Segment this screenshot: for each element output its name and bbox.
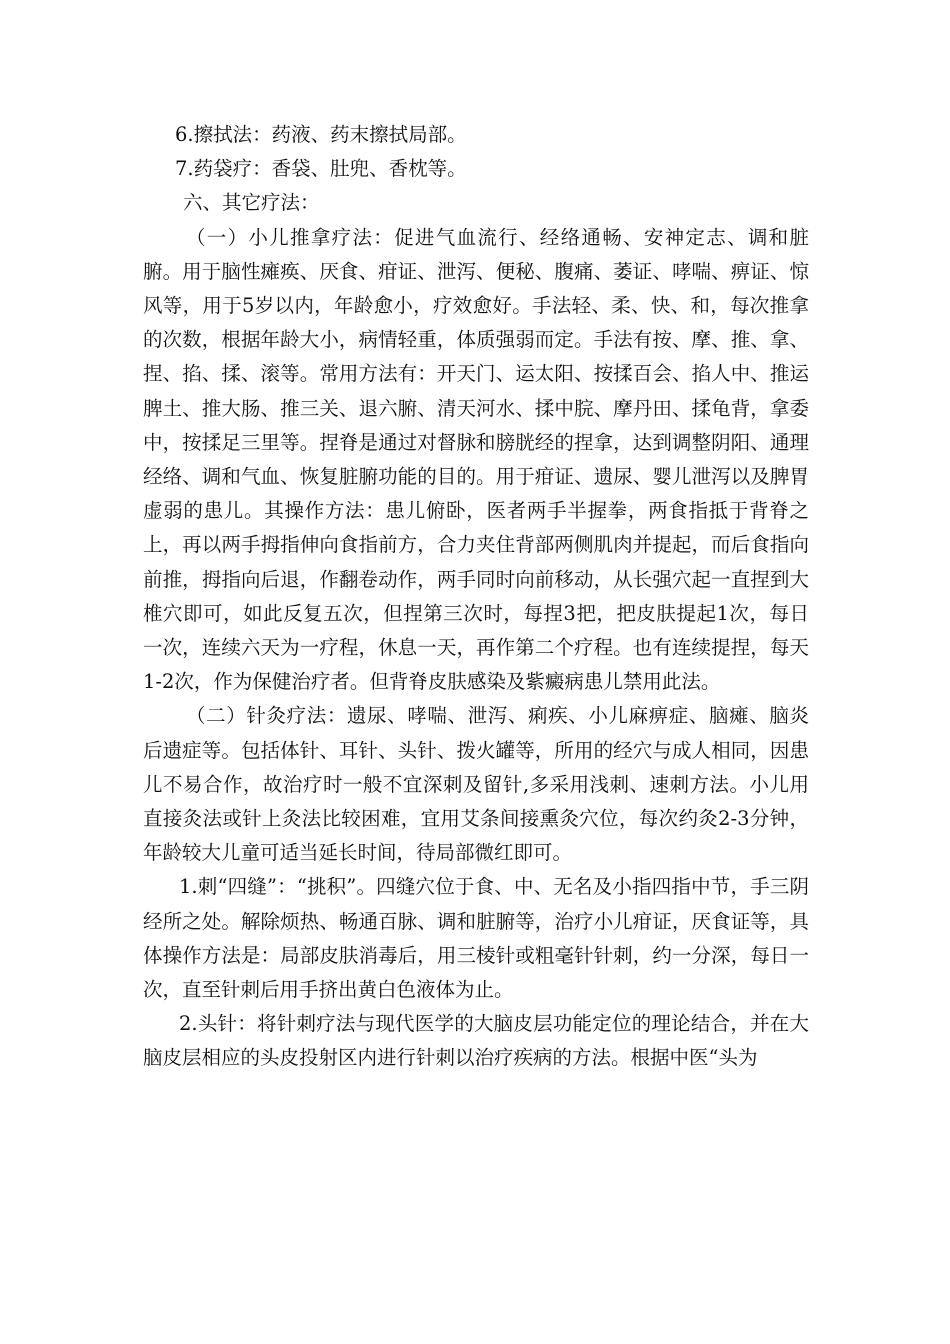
paragraph-acupuncture: （二）针灸疗法：遗尿、哮喘、泄泻、痢疾、小儿麻痹症、脑瘫、脑炎后遗症等。包括体针、耳针、头针、拨火罐等，所用的经穴与成人相同，因患儿不易合作，故治疗时一般不宜深刺及留针,多采用浅刺、速刺方法。小儿用直接灸法或针上灸法比较困难，宜用艾条间接熏灸穴位，每次约灸2-3分钟，年龄较大儿童可适当延长时间，待局部微红即可。 xyxy=(143,704,809,865)
section-heading-6: 六、其它疗法： xyxy=(183,191,320,215)
paragraph-scalp-acupuncture: 2.头针：将针刺疗法与现代医学的大脑皮层功能定位的理论结合，并在大脑皮层相应的头皮投射区内进行针刺以治疗疾病的方法。根据中医“头为 xyxy=(143,1012,809,1070)
body-text xyxy=(143,118,809,1076)
paragraph-sifeng: 1.刺“四缝”：“挑积”。四缝穴位于食、中、无名及小指四指中节，手三阴经所之处。解除烦热、畅通百脉、调和脏腑等，治疗小儿疳证，厌食证等，具体操作方法是：局部皮肤消毒后，用三棱针或粗毫针针刺，约一分深，每日一次，直至针刺后用手挤出黄白色液体为止。 xyxy=(143,875,809,1002)
paragraph-item-7: 7.药袋疗：香袋、肚兜、香枕等。 xyxy=(175,157,467,181)
paragraph-tuina: （一）小儿推拿疗法：促进气血流行、经络通畅、安神定志、调和脏腑。用于脑性瘫痪、厌食、疳证、泄泻、便秘、腹痛、萎证、哮喘、痹证、惊风等，用于5岁以内，年龄愈小，疗效愈好。手法轻、柔、快、和，每次推拿的次数，根据年龄大小，病情轻重，体质强弱而定。手法有按、摩、推、拿、捏、掐、揉、滚等。常用方法有：开天门、运太阳、按揉百会、掐人中、推运脾土、推大肠、推三关、退六腑、清天河水、揉中脘、摩丹田、揉龟背，拿委中，按揉足三里等。捏脊是通过对督脉和膀胱经的捏拿，达到调整阴阳、通理经络、调和气血、恢复脏腑功能的目的。用于疳证、遗尿、婴儿泄泻以及脾胃虚弱的患儿。其操作方法：患儿俯卧，医者两手半握拳，两食指抵于背脊之上，再以两手拇指伸向食指前方，合力夹住背部两侧肌肉并提起，而后食指向前推，拇指向后退，作翻卷动作，两手同时向前移动，从长强穴起一直捏到大椎穴即可，如此反复五次，但捏第三次时，每捏3把，把皮肤提起1次，每日一次，连续六天为一疗程，休息一天，再作第二个疗程。也有连续提捏，每天1-2次，作为保健治疗者。但背脊皮肤感染及紫癜病患儿禁用此法。 xyxy=(143,225,809,694)
paragraph-item-6: 6.擦拭法：药液、药末擦拭局部。 xyxy=(175,123,467,146)
